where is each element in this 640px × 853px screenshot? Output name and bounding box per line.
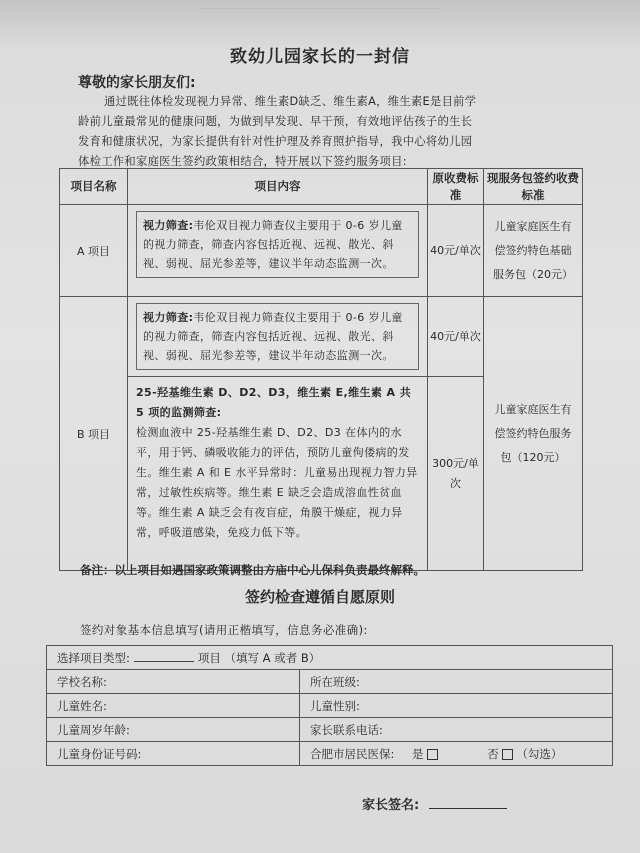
section-title-voluntary: 签约检查遵循自愿原则 (244, 588, 395, 606)
parent-phone-label: 家长联系电话: (310, 722, 383, 737)
project-b-vitamin-content (128, 377, 428, 571)
header-package-fee: 现服务包签约收费标准 (484, 169, 583, 205)
project-type-suffix: 项目 （填写 A 或者 B） (197, 651, 321, 665)
table-header-row (60, 169, 583, 205)
greeting: 尊敬的家长朋友们: (78, 75, 196, 91)
fill-instruction: 签约对象基本信息填写(请用正楷填写，信息务必准确): (80, 623, 368, 637)
insurance-no-checkbox[interactable] (502, 749, 513, 760)
insurance-cell (300, 742, 613, 766)
project-b-package: 儿童家庭医生有偿签约特色服务包（120元） (484, 297, 583, 571)
class-label: 所在班级: (310, 674, 360, 689)
child-name-label: 儿童姓名: (57, 698, 107, 713)
intro-paragraph (78, 92, 548, 172)
child-gender-field[interactable] (300, 694, 613, 718)
intro-line: 龄前儿童最常见的健康问题，为做到早发现、早干预，有效地评估孩子的生长 (78, 115, 473, 128)
check-hint: （勾选） (516, 746, 563, 761)
form-row-age (47, 718, 613, 742)
school-name-field[interactable] (47, 670, 300, 694)
table-row-project-a (60, 205, 583, 297)
project-a-name: A 项目 (60, 205, 128, 297)
project-a-package: 儿童家庭医生有偿签约特色基础服务包（20元） (484, 205, 583, 297)
child-name-field[interactable] (47, 694, 300, 718)
class-field[interactable] (300, 670, 613, 694)
project-b-vision-body: 韦伦双目视力筛查仪主要用于 0-6 岁儿童的视力筛查，筛查内容包括近视、远视、散光、斜视、弱视、屈光参差等，建议半年动态监测一次。 (143, 311, 403, 362)
table-row-project-b-vision (60, 297, 583, 377)
project-b-name: B 项目 (60, 297, 128, 571)
signature-line[interactable] (429, 794, 507, 809)
parent-phone-field[interactable] (300, 718, 613, 742)
header-original-fee: 原收费标准 (428, 169, 484, 205)
child-age-label: 儿童周岁年龄: (57, 722, 130, 737)
project-a-fee: 40元/单次 (428, 205, 484, 297)
bleed-through-line (200, 8, 440, 17)
form-row-child (47, 694, 613, 718)
child-id-field[interactable] (47, 742, 300, 766)
project-b-vision-content (128, 297, 428, 377)
insurance-yes-checkbox[interactable] (427, 749, 438, 760)
form-row-project-type (47, 646, 613, 670)
school-name-label: 学校名称: (57, 674, 107, 689)
remark-note: 备注：以上项目如遇国家政策调整由方庙中心儿保科负责最终解释。 (80, 563, 425, 577)
parent-signature (362, 794, 507, 813)
info-form-table (46, 645, 613, 766)
intro-line: 通过既往体检发现视力异常、维生素D缺乏、维生素A，维生素E是目前学 (104, 95, 477, 108)
project-b-vitamin-fee: 300元/单次 (428, 377, 484, 571)
signature-label: 家长签名: (362, 798, 420, 813)
project-type-cell (47, 646, 613, 670)
project-a-content-body: 韦伦双目视力筛查仪主要用于 0-6 岁儿童的视力筛查，筛查内容包括近视、远视、散光、斜视、弱视、屈光参差等，建议半年动态监测一次。 (143, 219, 403, 270)
header-project-name: 项目名称 (60, 169, 128, 205)
child-id-label: 儿童身份证号码: (57, 746, 142, 761)
service-table (59, 168, 583, 571)
form-row-id (47, 742, 613, 766)
insurance-yes-label: 是 (412, 746, 424, 761)
project-b-vitamin-title: 25-羟基维生素 D、D2、D3，维生素 E,维生素 A 共 5 项的监测筛查: (136, 386, 412, 419)
project-a-content (128, 205, 428, 297)
project-b-vitamin-body: 检测血液中 25-羟基维生素 D、D2、D3 在体内的水平，用于钙、磷吸收能力的评估，预防儿童佝偻病的发生。维生素 A 和 E 水平异常时：儿童易出现视力智力异常，过敏性疾病等。维生素 E 缺乏会造成溶血性贫血等。维生素 A 缺乏会有夜盲症，角膜干燥症，视力异常，呼吸道感染，免疫力低下等。 (136, 426, 418, 539)
child-gender-label: 儿童性别: (310, 698, 360, 713)
project-b-vision-fee: 40元/单次 (428, 297, 484, 377)
page-title: 致幼儿园家长的一封信 (230, 47, 410, 67)
intro-line: 体检工作和家庭医生签约政策相结合，特开展以下签约服务项目: (78, 155, 407, 168)
project-a-content-title: 视力筛查: (143, 219, 194, 232)
project-type-blank[interactable] (134, 649, 194, 662)
intro-line: 发育和健康状况，为家长提供有针对性护理及养育照护指导，我中心将幼儿园 (78, 135, 473, 148)
project-b-vision-title: 视力筛查: (143, 311, 194, 324)
form-row-school (47, 670, 613, 694)
header-project-content: 项目内容 (128, 169, 428, 205)
insurance-no-label: 否 (487, 746, 499, 761)
child-age-field[interactable] (47, 718, 300, 742)
insurance-label: 合肥市居民医保: (310, 746, 395, 761)
project-type-label: 选择项目类型: (57, 651, 130, 665)
